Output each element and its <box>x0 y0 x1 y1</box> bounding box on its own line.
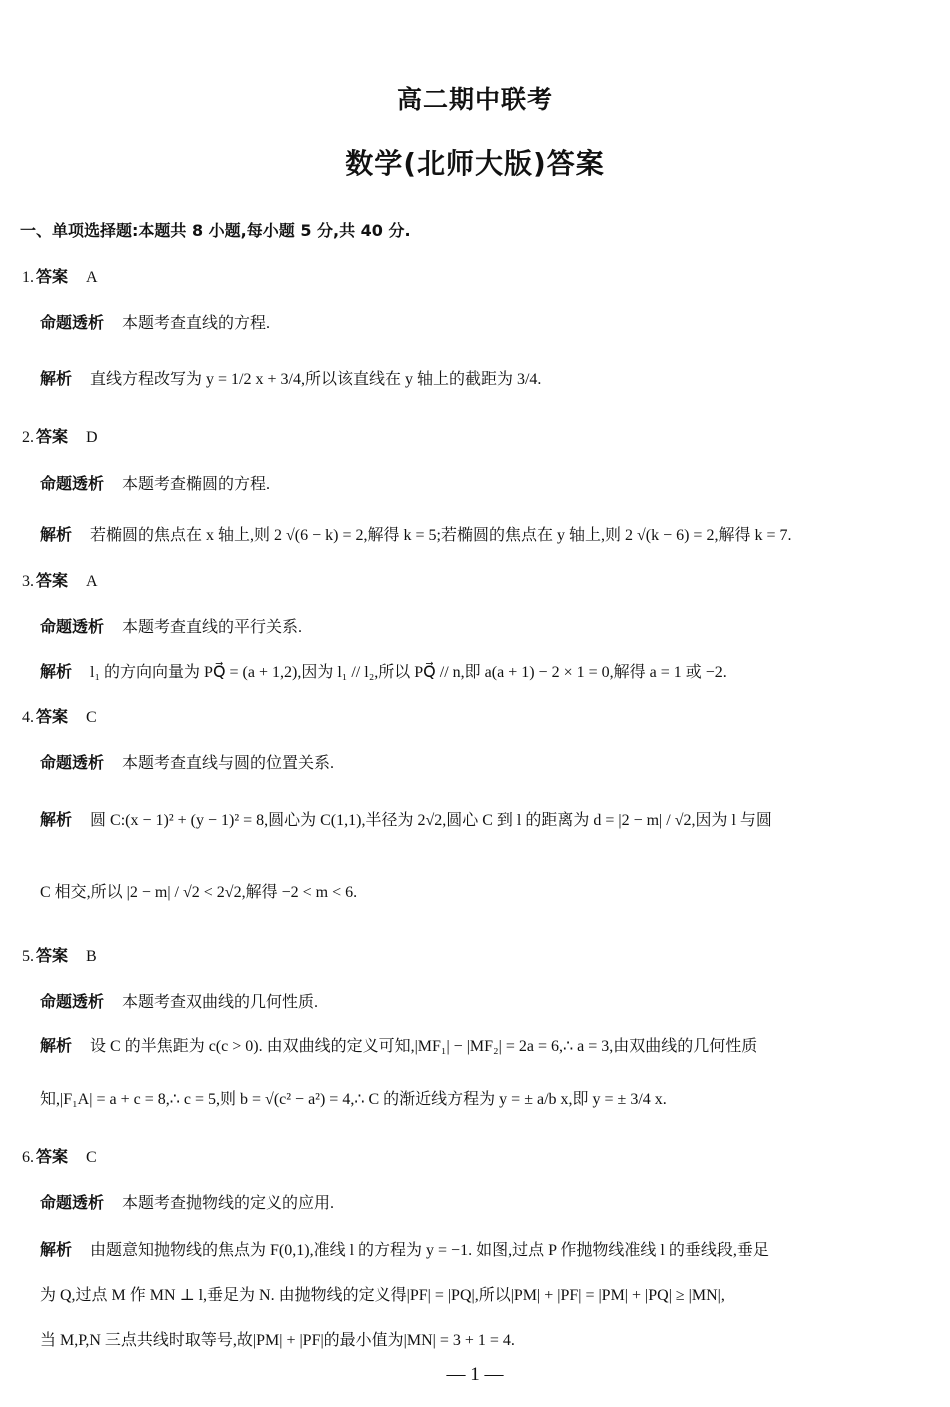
insight-text: 本题考查双曲线的几何性质. <box>122 994 319 1011</box>
question-1-insight <box>40 312 950 335</box>
answer-label: 答案 <box>36 946 69 965</box>
question-5-analysis-cont: 知,|F₁A| = a + c = 8,∴ c = 5,则 b = √(c² − a²) = 4,∴ C 的渐近线方程为 y = ± a/b x,即 y = ± 3/4 x. <box>40 1091 667 1108</box>
insight-text: 本题考查直线的方程. <box>122 315 271 332</box>
analysis-label: 解析 <box>40 810 73 829</box>
question-2-answer <box>22 426 950 449</box>
insight-label: 命题透析 <box>40 753 105 772</box>
insight-text: 本题考查抛物线的定义的应用. <box>122 1195 335 1212</box>
analysis-text: 由题意知抛物线的焦点为 F(0,1),准线 l 的方程为 y = −1. 如图,过点 P 作抛物线准线 l 的垂线段,垂足 <box>90 1242 769 1259</box>
insight-label: 命题透析 <box>40 992 105 1011</box>
answer-label: 答案 <box>36 427 69 446</box>
question-number: 3. <box>22 573 34 590</box>
answer-value: A <box>86 573 98 590</box>
question-number: 6. <box>22 1149 34 1166</box>
question-1-analysis <box>40 368 950 391</box>
section-heading: 一、单项选择题:本题共 8 小题,每小题 5 分,共 40 分. <box>20 221 411 240</box>
insight-label: 命题透析 <box>40 474 105 493</box>
analysis-text: l₁ 的方向向量为 PQ⃗ = (a + 1,2),因为 l₁ // l₂,所以 PQ⃗ // n,即 a(a + 1) − 2 × 1 = 0,解得 a = 1 或 −2. <box>90 664 727 681</box>
question-number: 1. <box>22 269 34 286</box>
analysis-label: 解析 <box>40 525 73 544</box>
analysis-label: 解析 <box>40 369 73 388</box>
question-number: 5. <box>22 948 34 965</box>
insight-label: 命题透析 <box>40 1193 105 1212</box>
question-number: 2. <box>22 429 34 446</box>
answer-value: B <box>86 948 97 965</box>
insight-label: 命题透析 <box>40 617 105 636</box>
answer-value: C <box>86 1149 97 1166</box>
analysis-text: 直线方程改写为 y = 1/2 x + 3/4,所以该直线在 y 轴上的截距为 3/4. <box>90 371 542 388</box>
question-5-analysis <box>40 1035 950 1058</box>
analysis-text: 圆 C:(x − 1)² + (y − 1)² = 8,圆心为 C(1,1),半径为 2√2,圆心 C 到 l 的距离为 d = |2 − m| / √2,因为 l 与圆 <box>90 812 772 829</box>
question-4-answer <box>22 706 950 729</box>
answer-label: 答案 <box>36 707 69 726</box>
answer-label: 答案 <box>36 571 69 590</box>
question-3-answer <box>22 570 950 593</box>
analysis-label: 解析 <box>40 1240 73 1259</box>
analysis-label: 解析 <box>40 1036 73 1055</box>
question-6-analysis-cont-1: 为 Q,过点 M 作 MN ⊥ l,垂足为 N. 由抛物线的定义得|PF| = |PQ|,所以|PM| + |PF| = |PM| + |PQ| ≥ |MN|, <box>40 1287 725 1304</box>
insight-text: 本题考查椭圆的方程. <box>122 476 271 493</box>
page-subtitle: 数学(北师大版)答案 <box>345 147 605 180</box>
question-3-analysis <box>40 661 950 684</box>
question-4-analysis-cont: C 相交,所以 |2 − m| / √2 < 2√2,解得 −2 < m < 6. <box>40 884 358 901</box>
analysis-text: 若椭圆的焦点在 x 轴上,则 2 √(6 − k) = 2,解得 k = 5;若椭圆的焦点在 y 轴上,则 2 √(k − 6) = 2,解得 k = 7. <box>90 527 792 544</box>
question-3-insight <box>40 616 950 639</box>
question-4-analysis <box>40 809 950 832</box>
answer-label: 答案 <box>36 267 69 286</box>
analysis-text: 设 C 的半焦距为 c(c > 0). 由双曲线的定义可知,|MF₁| − |MF₂| = 2a = 6,∴ a = 3,由双曲线的几何性质 <box>90 1038 758 1055</box>
insight-text: 本题考查直线的平行关系. <box>122 619 303 636</box>
question-6-analysis-cont-2: 当 M,P,N 三点共线时取等号,故|PM| + |PF|的最小值为|MN| = 3 + 1 = 4. <box>40 1332 515 1349</box>
answer-value: D <box>86 429 98 446</box>
question-6-insight <box>40 1192 950 1215</box>
question-5-answer <box>22 945 950 968</box>
insight-text: 本题考查直线与圆的位置关系. <box>122 755 335 772</box>
question-2-insight <box>40 473 950 496</box>
answer-value: C <box>86 709 97 726</box>
analysis-label: 解析 <box>40 662 73 681</box>
question-5-insight <box>40 991 950 1014</box>
page-title: 高二期中联考 <box>396 85 553 114</box>
question-6-answer <box>22 1146 950 1169</box>
answer-value: A <box>86 269 98 286</box>
question-6-analysis <box>40 1239 950 1262</box>
answer-label: 答案 <box>36 1147 69 1166</box>
insight-label: 命题透析 <box>40 313 105 332</box>
question-4-insight <box>40 752 950 775</box>
question-2-analysis <box>40 524 950 547</box>
question-number: 4. <box>22 709 34 726</box>
page-number: — 1 — <box>446 1364 504 1385</box>
question-1-answer <box>22 266 950 289</box>
